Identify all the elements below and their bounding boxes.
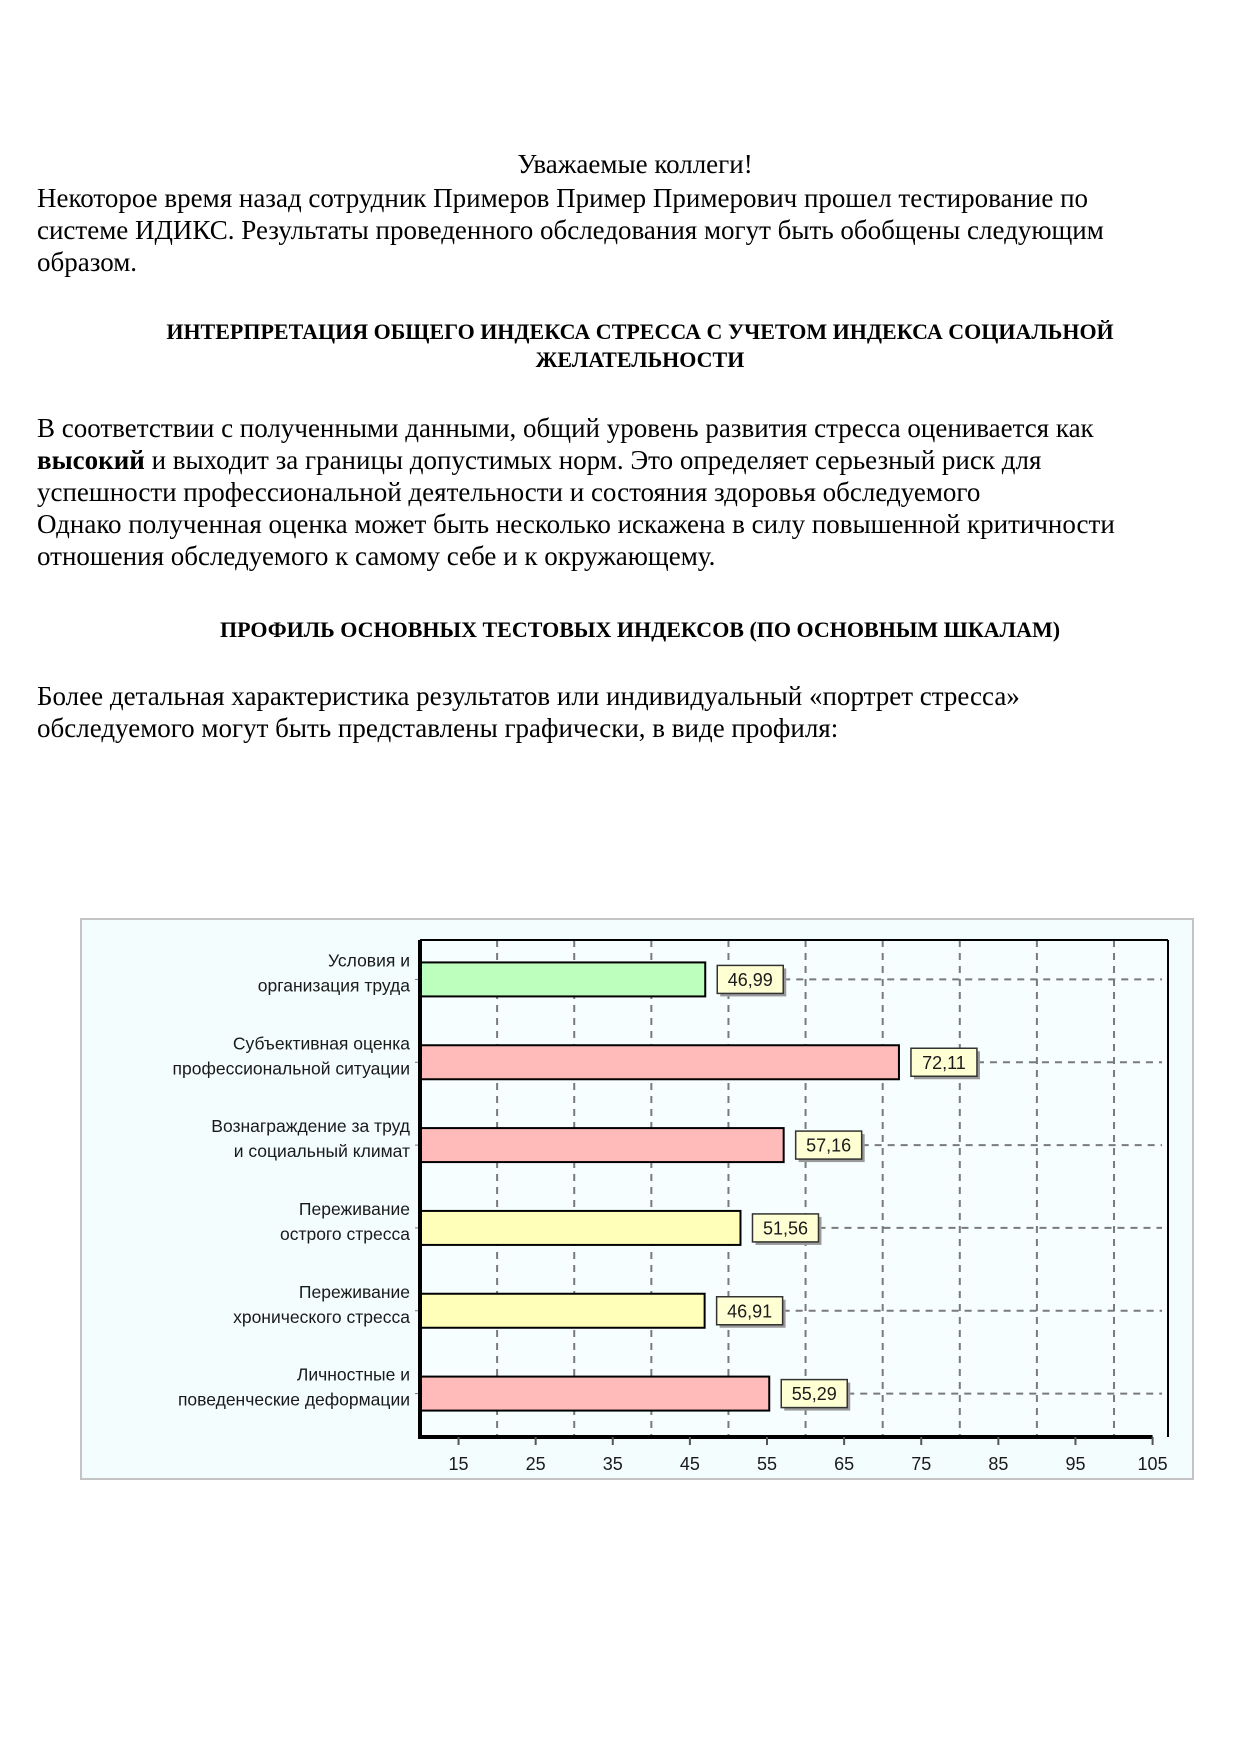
category-label: профессиональной ситуации: [172, 1058, 410, 1079]
value-label: 46,91: [727, 1301, 773, 1322]
interpretation-line: В соответствии с полученными данными, общий уровень развития стресса оценивается как: [37, 413, 1094, 443]
x-tick-label: 45: [679, 1454, 700, 1474]
category-label: Личностные и: [296, 1364, 410, 1385]
chart-svg: [82, 920, 1192, 1478]
intro-line: образом.: [37, 247, 138, 277]
bar: [420, 1294, 705, 1328]
interpretation-paragraph: [37, 412, 1227, 572]
section-heading-interpretation: [60, 318, 1220, 374]
profile-line: Более детальная характеристика результатов или индивидуальный «портрет стресса»: [37, 681, 1020, 711]
interpretation-line: отношения обследуемого к самому себе и к окружающему.: [37, 541, 716, 571]
category-label: и социальный климат: [233, 1141, 410, 1162]
x-tick-label: 95: [1065, 1454, 1086, 1474]
value-label: 46,99: [727, 969, 773, 990]
category-label: Вознаграждение за труд: [211, 1116, 410, 1137]
interpretation-line-rest: и выходит за границы допустимых норм. Это определяет серьезный риск для: [144, 445, 1042, 475]
value-label: 72,11: [922, 1052, 966, 1073]
bar: [420, 1211, 740, 1245]
stress-profile-chart: [80, 918, 1194, 1480]
plot-area: [420, 940, 1168, 1437]
x-tick-label: 15: [448, 1454, 469, 1474]
category-label: организация труда: [257, 975, 410, 996]
x-tick-label: 105: [1137, 1454, 1168, 1474]
interpretation-line: [37, 444, 1227, 476]
x-tick-label: 75: [911, 1454, 932, 1474]
value-label: 51,56: [762, 1218, 809, 1239]
value-label: 55,29: [791, 1384, 837, 1405]
interpretation-line: Однако полученная оценка может быть несколько искажена в силу повышенной критичности: [37, 509, 1115, 539]
x-tick-label: 85: [988, 1454, 1009, 1474]
profile-paragraph: [37, 680, 1227, 744]
category-label: хронического стресса: [233, 1306, 410, 1327]
category-label: поведенческие деформации: [177, 1389, 410, 1410]
profile-line: обследуемого могут быть представлены графически, в виде профиля:: [37, 713, 839, 743]
heading-line: ИНТЕРПРЕТАЦИЯ ОБЩЕГО ИНДЕКСА СТРЕССА С УЧЕТОМ ИНДЕКСА СОЦИАЛЬНОЙ: [166, 319, 1114, 344]
category-label: Субъективная оценка: [232, 1033, 410, 1054]
bar: [420, 1128, 784, 1162]
intro-line: Некоторое время назад сотрудник Примеров Пример Примерович прошел тестирование по: [37, 183, 1089, 213]
category-label: острого стресса: [279, 1223, 410, 1244]
bar: [420, 962, 705, 996]
greeting: Уважаемые коллеги!: [517, 149, 753, 179]
x-tick-label: 25: [525, 1454, 546, 1474]
category-label: Условия и: [327, 950, 410, 971]
bar: [420, 1045, 899, 1079]
value-label: 57,16: [806, 1135, 852, 1156]
stress-level-value: высокий: [37, 445, 145, 475]
category-label: Переживание: [298, 1198, 410, 1219]
x-tick-label: 35: [602, 1454, 623, 1474]
bar: [420, 1377, 769, 1411]
interpretation-line: успешности профессиональной деятельности и состояния здоровья обследуемого: [37, 477, 981, 507]
x-tick-label: 65: [834, 1454, 855, 1474]
section-heading-profile: ПРОФИЛЬ ОСНОВНЫХ ТЕСТОВЫХ ИНДЕКСОВ (ПО ОСНОВНЫМ ШКАЛАМ): [219, 617, 1061, 642]
intro-paragraph: [37, 182, 1227, 278]
x-tick-label: 55: [756, 1454, 778, 1474]
category-label: Переживание: [298, 1281, 410, 1302]
heading-line: ЖЕЛАТЕЛЬНОСТИ: [535, 347, 745, 372]
intro-line: системе ИДИКС. Результаты проведенного обследования могут быть обобщены следующим: [37, 215, 1104, 245]
